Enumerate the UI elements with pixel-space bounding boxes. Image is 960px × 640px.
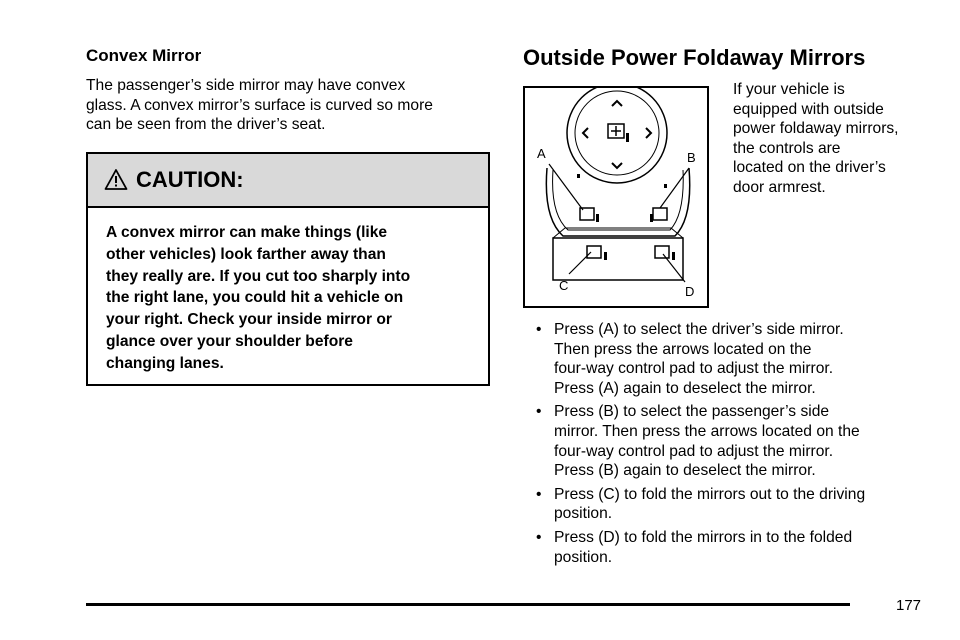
caution-line: other vehicles) look farther away than (106, 245, 386, 263)
caution-header (88, 154, 488, 208)
list-item (532, 528, 942, 567)
bullet-glyph: • (536, 321, 542, 338)
bullet-glyph: • (536, 403, 542, 421)
intro-line: the controls are (733, 139, 841, 157)
list-item (532, 320, 942, 398)
caution-title: CAUTION: (136, 167, 244, 192)
left-column (86, 46, 490, 135)
list-item (532, 402, 942, 480)
list-item-line: Press (A) to select the driver’s side mirror. (554, 321, 844, 338)
caution-line: changing lanes. (106, 354, 224, 372)
list-item-line: Then press the arrows located on the (554, 340, 812, 358)
list-item-line: Press (A) again to deselect the mirror. (554, 379, 816, 397)
list-item-line: position. (554, 548, 613, 566)
list-item-line: position. (554, 505, 613, 523)
figure-label-b: B (687, 150, 696, 165)
foldaway-intro-paragraph (733, 80, 943, 197)
figure-label-d: D (685, 284, 695, 299)
figure-label-c: C (559, 278, 569, 293)
bullet-glyph: • (536, 485, 542, 503)
caution-line: glance over your shoulder before (106, 332, 353, 350)
intro-line: located on the driver’s (733, 159, 886, 176)
convex-mirror-paragraph (86, 76, 490, 135)
page-number: 177 (896, 597, 922, 614)
intro-line: door armrest. (733, 178, 826, 196)
convex-mirror-heading: Convex Mirror (86, 46, 202, 65)
caution-line: the right lane, you could hit a vehicle on (106, 289, 404, 307)
paragraph-line: glass. A convex mirror’s surface is curved so more (86, 96, 433, 114)
instruction-list (532, 320, 942, 571)
foldaway-mirrors-heading: Outside Power Foldaway Mirrors (523, 45, 866, 70)
footer-divider (86, 603, 850, 606)
intro-line: equipped with outside (733, 100, 884, 118)
paragraph-line: The passenger’s side mirror may have convex (86, 77, 406, 94)
mirror-controls-drawing (525, 88, 707, 306)
intro-line: power foldaway mirrors, (733, 120, 899, 137)
warning-triangle-icon (104, 168, 128, 192)
mirror-controls-illustration (523, 86, 709, 308)
list-item-line: four-way control pad to adjust the mirror. (554, 442, 834, 460)
list-item-line: mirror. Then press the arrows located on the (554, 422, 860, 440)
caution-text (88, 208, 488, 375)
figure-label-a: A (537, 146, 546, 161)
caution-line: your right. Check your inside mirror or (106, 311, 392, 329)
paragraph-line: can be seen from the driver’s seat. (86, 116, 326, 133)
list-item-line: four-way control pad to adjust the mirror. (554, 360, 834, 378)
list-item-line: Press (D) to fold the mirrors in to the folded (554, 528, 853, 546)
caution-box (86, 152, 490, 386)
intro-line: If your vehicle is (733, 81, 845, 98)
bullet-glyph: • (536, 528, 542, 546)
list-item-line: Press (B) to select the passenger’s side (554, 403, 830, 421)
caution-line: A convex mirror can make things (like (106, 224, 388, 241)
list-item-line: Press (C) to fold the mirrors out to the driving (554, 485, 866, 503)
caution-line: they really are. If you cut too sharply into (106, 267, 411, 285)
list-item (532, 485, 942, 524)
list-item-line: Press (B) again to deselect the mirror. (554, 462, 816, 480)
